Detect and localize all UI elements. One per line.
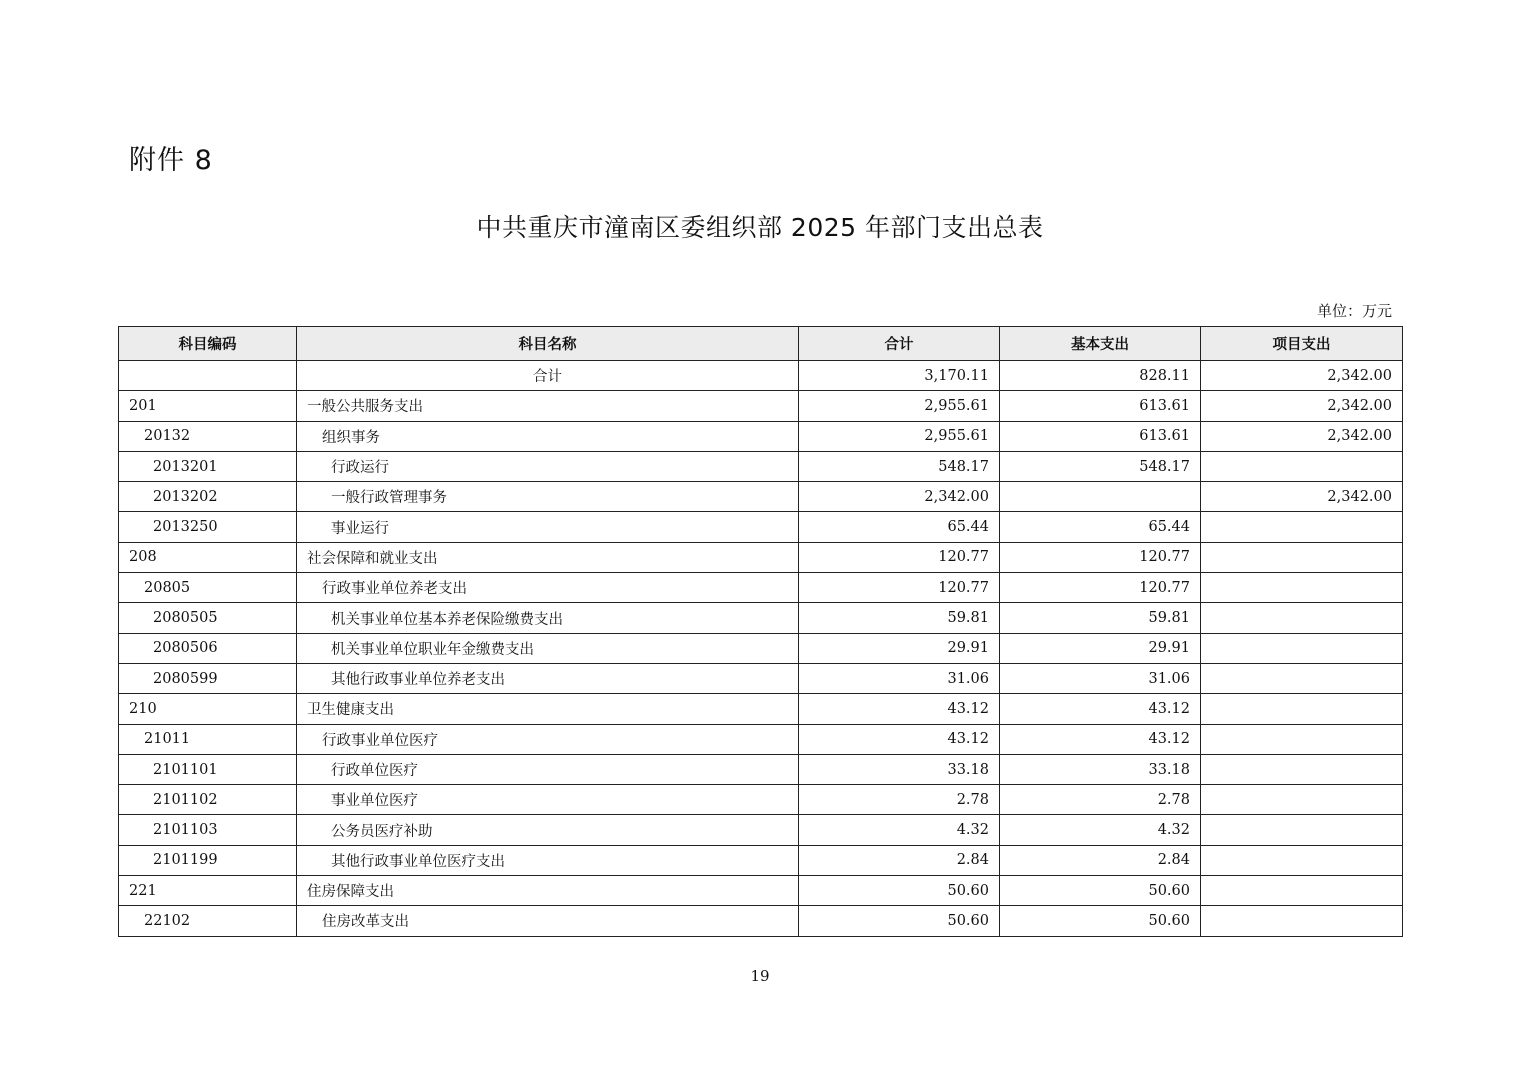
cell-code: 201 (119, 391, 297, 421)
cell-code: 208 (119, 542, 297, 572)
cell-total: 31.06 (799, 663, 1000, 693)
cell-code: 2101103 (119, 815, 297, 845)
cell-project (1201, 542, 1403, 572)
cell-name: 行政运行 (297, 451, 799, 481)
cell-project (1201, 845, 1403, 875)
cell-total: 59.81 (799, 603, 1000, 633)
cell-code: 2013250 (119, 512, 297, 542)
total-row (119, 361, 1403, 391)
cell-code: 2013202 (119, 482, 297, 512)
table-row (119, 815, 1403, 845)
cell-code: 2013201 (119, 451, 297, 481)
cell-basic: 65.44 (1000, 512, 1201, 542)
cell-project (1201, 663, 1403, 693)
cell-name: 社会保障和就业支出 (297, 542, 799, 572)
cell-name: 合计 (297, 361, 799, 391)
table-row (119, 482, 1403, 512)
cell-total: 29.91 (799, 633, 1000, 663)
cell-total: 548.17 (799, 451, 1000, 481)
table-row (119, 906, 1403, 936)
cell-name: 一般公共服务支出 (297, 391, 799, 421)
cell-name: 其他行政事业单位养老支出 (297, 663, 799, 693)
cell-basic: 33.18 (1000, 754, 1201, 784)
cell-code (119, 361, 297, 391)
cell-total: 2.78 (799, 785, 1000, 815)
cell-project: 2,342.00 (1201, 482, 1403, 512)
cell-name: 住房保障支出 (297, 876, 799, 906)
cell-basic: 43.12 (1000, 694, 1201, 724)
table-row (119, 663, 1403, 693)
cell-name: 住房改革支出 (297, 906, 799, 936)
cell-basic: 120.77 (1000, 542, 1201, 572)
cell-code: 221 (119, 876, 297, 906)
expenditure-table (118, 326, 1403, 937)
col-header-code: 科目编码 (119, 327, 297, 361)
cell-project (1201, 633, 1403, 663)
table-row (119, 542, 1403, 572)
cell-code: 2101102 (119, 785, 297, 815)
cell-basic: 31.06 (1000, 663, 1201, 693)
cell-name: 事业运行 (297, 512, 799, 542)
cell-project (1201, 754, 1403, 784)
cell-basic: 4.32 (1000, 815, 1201, 845)
cell-name: 行政事业单位养老支出 (297, 573, 799, 603)
table-row (119, 451, 1403, 481)
cell-total: 2,342.00 (799, 482, 1000, 512)
cell-project (1201, 815, 1403, 845)
cell-code: 20805 (119, 573, 297, 603)
table-row (119, 845, 1403, 875)
table-header-row (119, 327, 1403, 361)
cell-total: 4.32 (799, 815, 1000, 845)
cell-total: 65.44 (799, 512, 1000, 542)
attachment-label: 附件 8 (129, 145, 213, 176)
cell-basic: 2.84 (1000, 845, 1201, 875)
table-row (119, 512, 1403, 542)
cell-name: 其他行政事业单位医疗支出 (297, 845, 799, 875)
table-row (119, 876, 1403, 906)
cell-basic: 29.91 (1000, 633, 1201, 663)
cell-basic (1000, 482, 1201, 512)
cell-code: 2080505 (119, 603, 297, 633)
cell-basic: 548.17 (1000, 451, 1201, 481)
table-row (119, 421, 1403, 451)
table-row (119, 391, 1403, 421)
cell-code: 2080599 (119, 663, 297, 693)
cell-basic: 50.60 (1000, 906, 1201, 936)
cell-name: 机关事业单位基本养老保险缴费支出 (297, 603, 799, 633)
cell-total: 2,955.61 (799, 391, 1000, 421)
table-row (119, 724, 1403, 754)
cell-basic: 43.12 (1000, 724, 1201, 754)
page-title: 中共重庆市潼南区委组织部 2025 年部门支出总表 (476, 213, 1044, 242)
cell-project (1201, 512, 1403, 542)
cell-name: 组织事务 (297, 421, 799, 451)
cell-project (1201, 573, 1403, 603)
cell-total: 120.77 (799, 542, 1000, 572)
cell-name: 机关事业单位职业年金缴费支出 (297, 633, 799, 663)
cell-code: 210 (119, 694, 297, 724)
cell-project (1201, 603, 1403, 633)
cell-code: 2101101 (119, 754, 297, 784)
table-row (119, 754, 1403, 784)
cell-total: 3,170.11 (799, 361, 1000, 391)
col-header-project: 项目支出 (1201, 327, 1403, 361)
cell-code: 22102 (119, 906, 297, 936)
cell-basic: 59.81 (1000, 603, 1201, 633)
cell-total: 120.77 (799, 573, 1000, 603)
cell-total: 50.60 (799, 906, 1000, 936)
cell-total: 43.12 (799, 724, 1000, 754)
table-row (119, 785, 1403, 815)
cell-project (1201, 694, 1403, 724)
table-row (119, 603, 1403, 633)
cell-basic: 613.61 (1000, 391, 1201, 421)
col-header-total: 合计 (799, 327, 1000, 361)
cell-project (1201, 876, 1403, 906)
cell-name: 事业单位医疗 (297, 785, 799, 815)
table-row (119, 694, 1403, 724)
cell-code: 21011 (119, 724, 297, 754)
cell-name: 卫生健康支出 (297, 694, 799, 724)
cell-code: 20132 (119, 421, 297, 451)
cell-project (1201, 906, 1403, 936)
cell-name: 公务员医疗补助 (297, 815, 799, 845)
cell-project: 2,342.00 (1201, 361, 1403, 391)
cell-total: 43.12 (799, 694, 1000, 724)
table-row (119, 633, 1403, 663)
cell-code: 2101199 (119, 845, 297, 875)
unit-label: 单位：万元 (1316, 302, 1392, 320)
cell-project: 2,342.00 (1201, 391, 1403, 421)
col-header-basic: 基本支出 (1000, 327, 1201, 361)
cell-name: 一般行政管理事务 (297, 482, 799, 512)
cell-basic: 2.78 (1000, 785, 1201, 815)
col-header-name: 科目名称 (297, 327, 799, 361)
cell-name: 行政单位医疗 (297, 754, 799, 784)
cell-basic: 828.11 (1000, 361, 1201, 391)
cell-basic: 613.61 (1000, 421, 1201, 451)
cell-total: 2,955.61 (799, 421, 1000, 451)
cell-total: 33.18 (799, 754, 1000, 784)
cell-project (1201, 724, 1403, 754)
page-number: 19 (750, 967, 770, 985)
cell-total: 50.60 (799, 876, 1000, 906)
table-row (119, 573, 1403, 603)
cell-code: 2080506 (119, 633, 297, 663)
cell-project: 2,342.00 (1201, 421, 1403, 451)
cell-project (1201, 451, 1403, 481)
cell-project (1201, 785, 1403, 815)
cell-name: 行政事业单位医疗 (297, 724, 799, 754)
cell-basic: 120.77 (1000, 573, 1201, 603)
cell-basic: 50.60 (1000, 876, 1201, 906)
cell-total: 2.84 (799, 845, 1000, 875)
